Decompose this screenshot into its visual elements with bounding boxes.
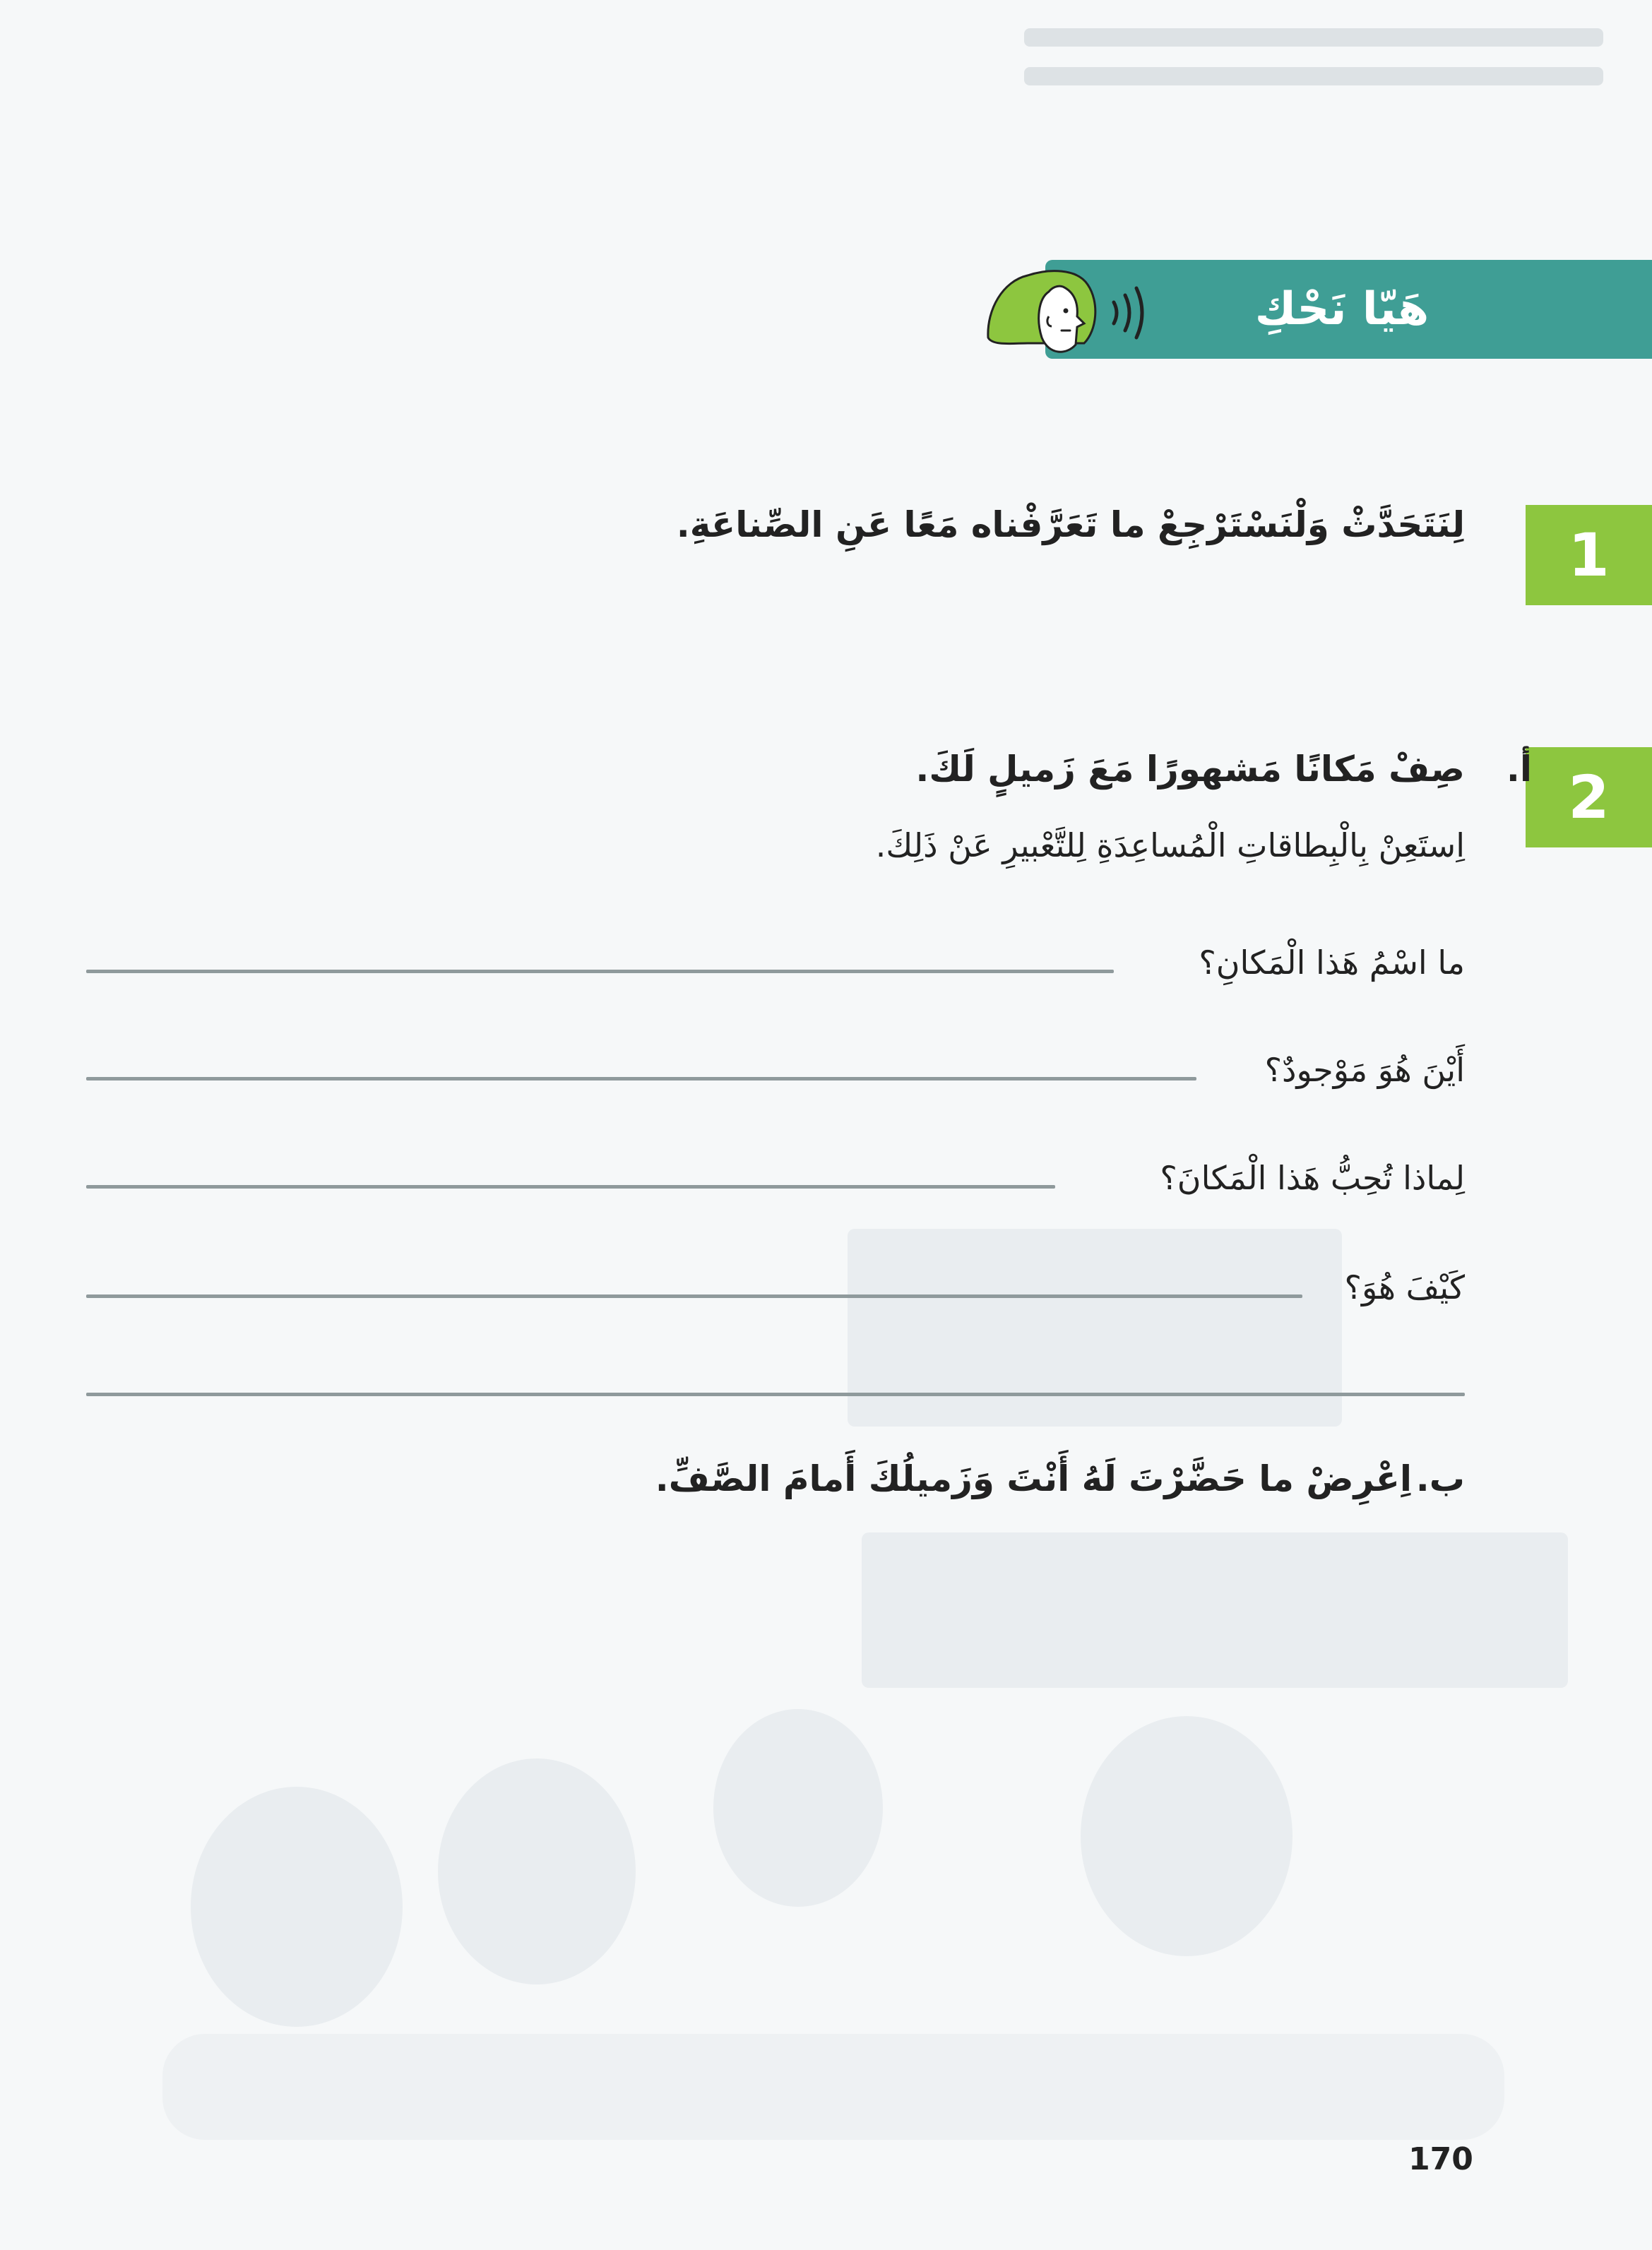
exercise-1-instruction: لِنَتَحَدَّثْ وَلْنَسْتَرْجِعْ ما تَعَرَّفْناه مَعًا عَنِ الصِّناعَةِ. [676, 504, 1465, 545]
answer-line[interactable] [86, 1077, 1196, 1081]
part-b-instruction: اِعْرِضْ ما حَضَّرْتَ لَهُ أَنْتَ وَزَميلُكَ أَمامَ الصَّفِّ. [655, 1458, 1412, 1499]
question-text: لِماذا تُحِبُّ هَذا الْمَكانَ؟ [1160, 1159, 1465, 1197]
question-row [86, 1032, 1465, 1089]
page-number: 170 [1408, 2141, 1473, 2177]
answer-line[interactable] [86, 970, 1114, 973]
question-row [86, 925, 1465, 982]
exercise-number-2: 2 [1526, 747, 1652, 847]
exercise-number-1: 1 [1526, 505, 1652, 605]
speaking-person-icon [978, 260, 1190, 366]
question-text: أَيْنَ هُوَ مَوْجودٌ؟ [1264, 1051, 1465, 1089]
part-a-label: أ. [1506, 749, 1532, 790]
question-row [86, 1141, 1465, 1197]
question-row [86, 1250, 1465, 1306]
section-title: هَيّا نَحْكِ [1254, 283, 1430, 335]
question-text: ما اسْمُ هَذا الْمَكانِ؟ [1199, 944, 1465, 982]
part-b-label: ب. [1415, 1458, 1465, 1499]
answer-line[interactable] [86, 1393, 1465, 1396]
part-a-instruction: صِفْ مَكانًا مَشهورًا مَعَ زَميلٍ لَكَ. [915, 749, 1465, 790]
answer-line[interactable] [86, 1294, 1302, 1298]
answer-line[interactable] [86, 1185, 1055, 1189]
part-a-helper-text: اِستَعِنْ بِالْبِطاقاتِ الْمُساعِدَةِ لِلتَّعْبيرِ عَنْ ذَلِكَ. [875, 826, 1465, 864]
question-text: كَيْفَ هُوَ؟ [1344, 1268, 1465, 1306]
